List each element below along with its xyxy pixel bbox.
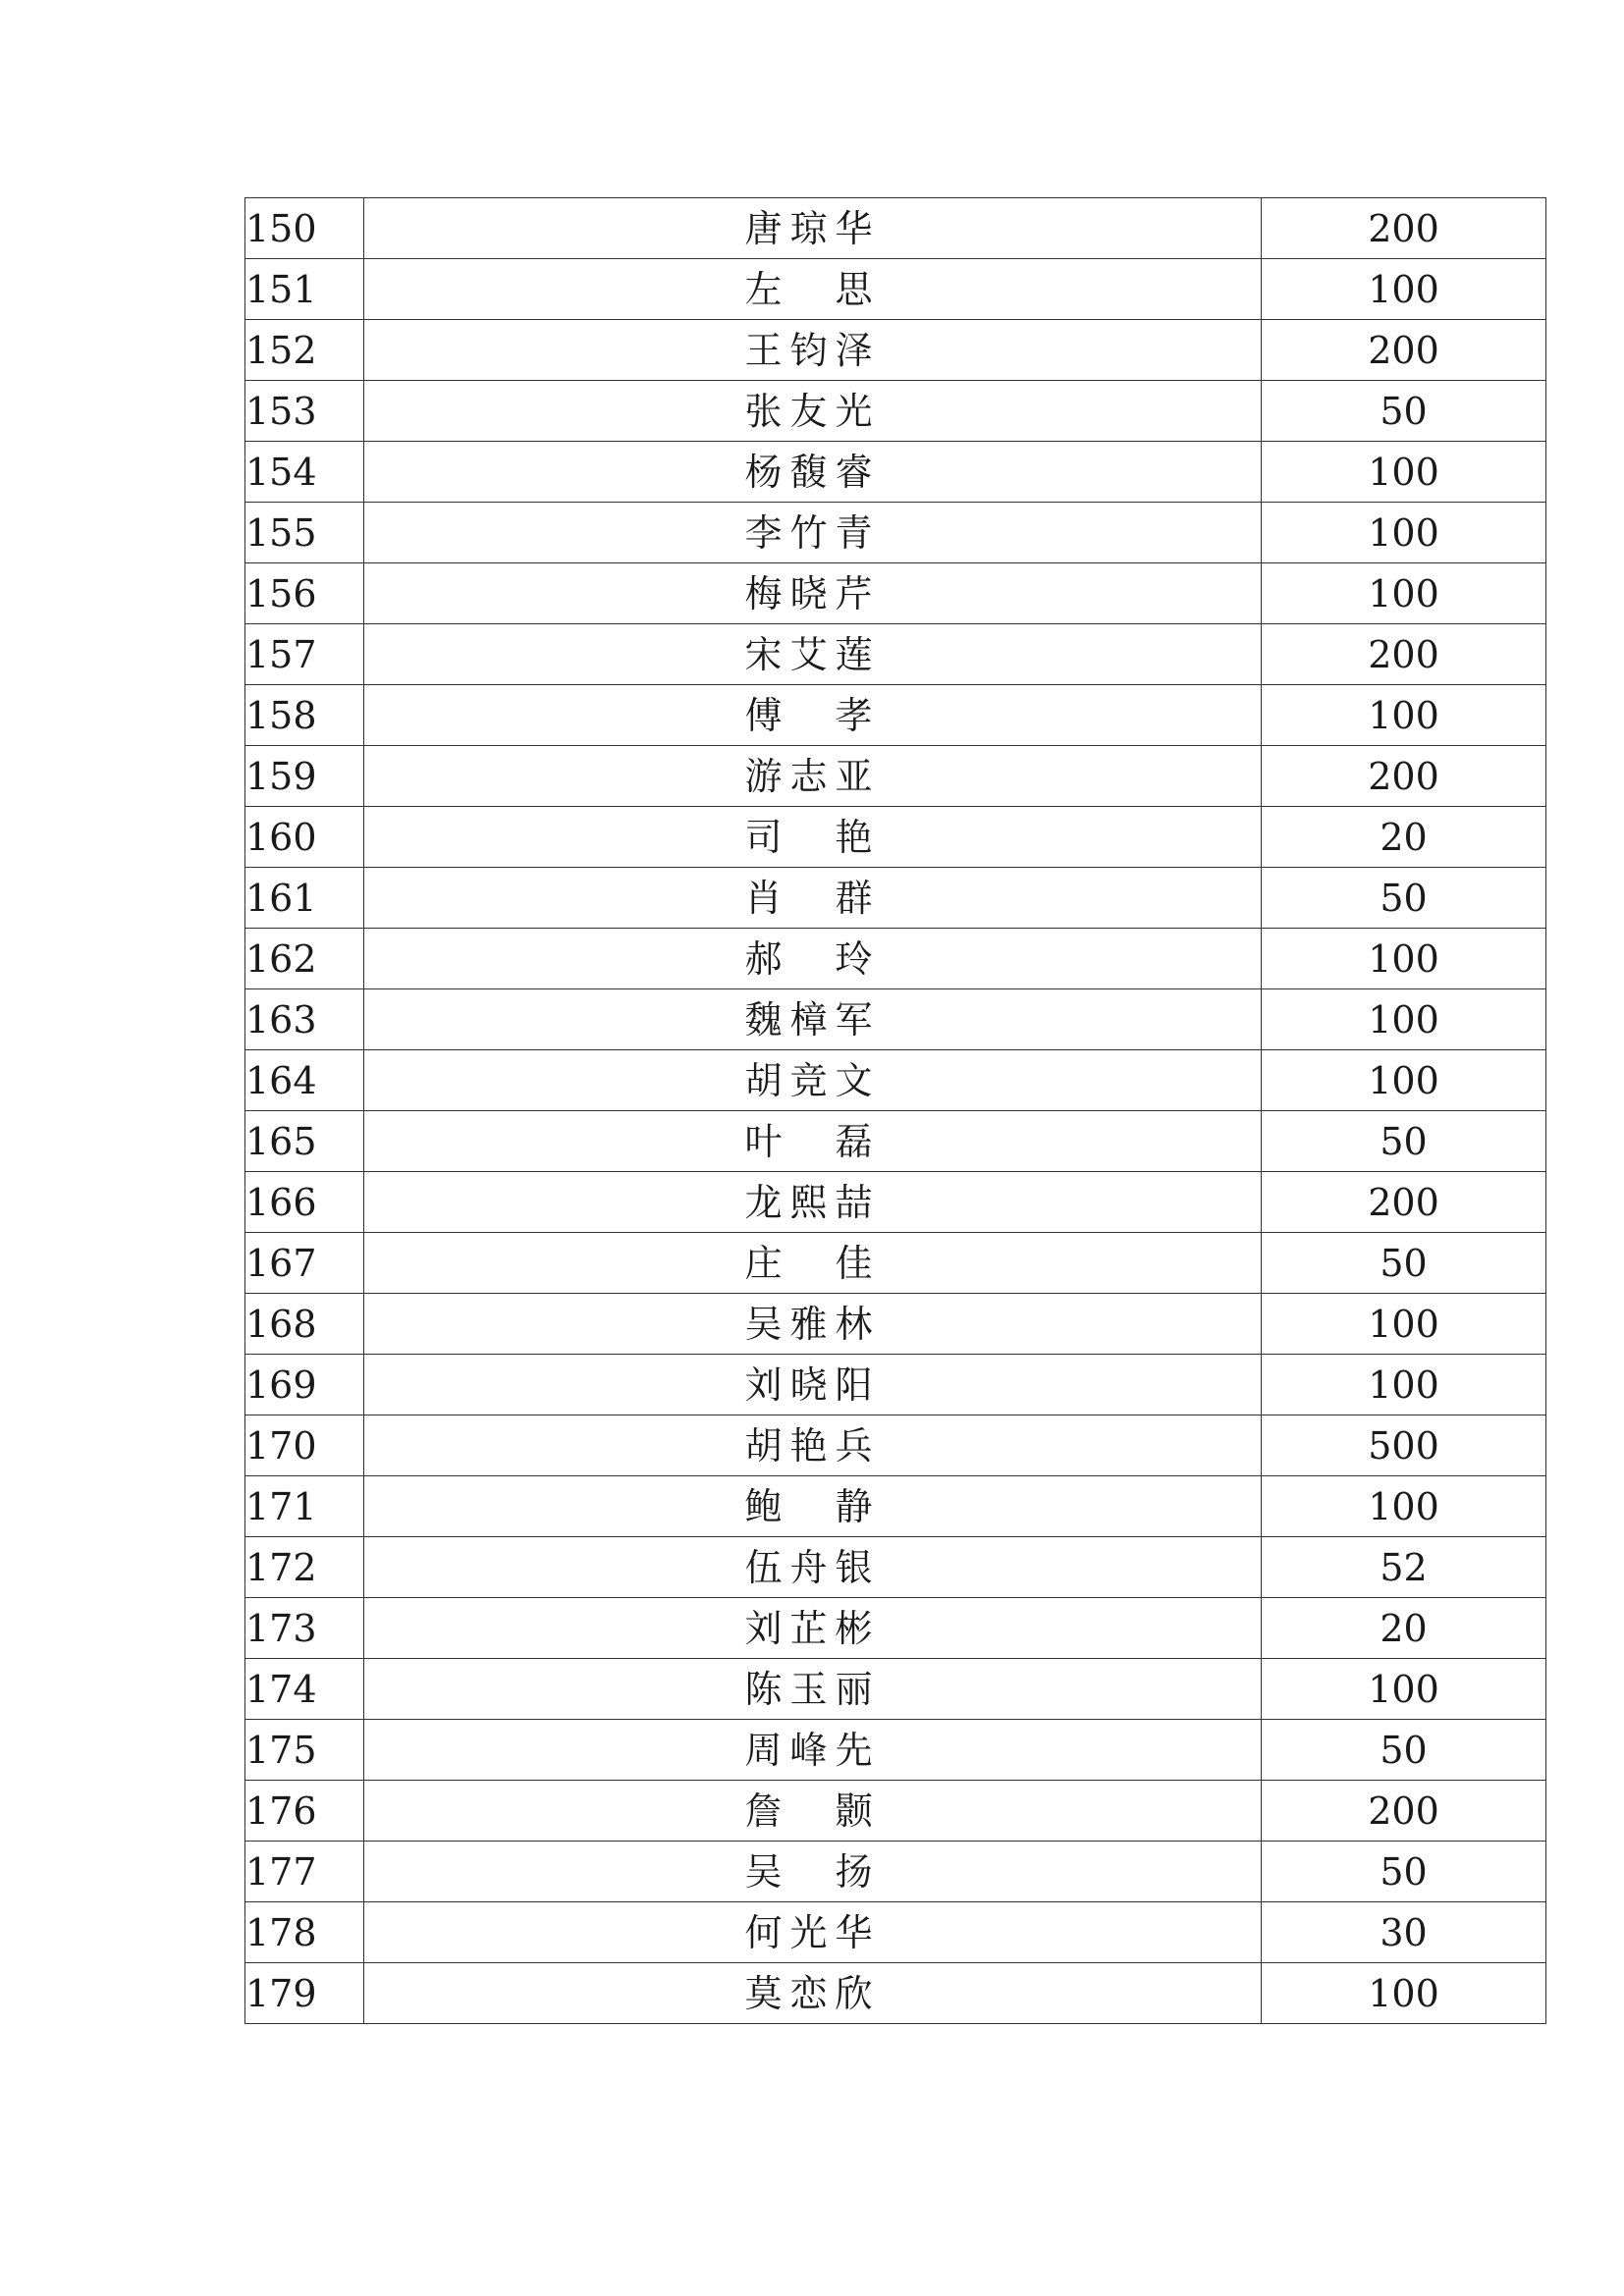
table-row	[245, 1111, 1546, 1172]
row-number-cell: 156	[245, 563, 364, 624]
table-row	[245, 198, 1546, 259]
name-cell: 吴 扬	[364, 1842, 1262, 1902]
row-number-cell: 152	[245, 320, 364, 381]
amount-cell: 100	[1262, 1355, 1546, 1415]
name-cell: 周峰先	[364, 1720, 1262, 1781]
table-row	[245, 807, 1546, 868]
table-row	[245, 989, 1546, 1050]
name-cell: 肖 群	[364, 868, 1262, 929]
row-number-cell: 160	[245, 807, 364, 868]
amount-cell: 30	[1262, 1902, 1546, 1963]
name-cell: 杨馥睿	[364, 442, 1262, 503]
name-cell: 魏樟军	[364, 989, 1262, 1050]
row-number-cell: 178	[245, 1902, 364, 1963]
amount-cell: 100	[1262, 1659, 1546, 1720]
name-cell: 郝 玲	[364, 929, 1262, 989]
row-number-cell: 165	[245, 1111, 364, 1172]
donation-table-body	[245, 198, 1546, 2024]
name-cell: 梅晓芹	[364, 563, 1262, 624]
name-cell: 胡艳兵	[364, 1415, 1262, 1476]
amount-cell: 200	[1262, 624, 1546, 685]
table-row	[245, 1963, 1546, 2024]
name-cell: 司 艳	[364, 807, 1262, 868]
row-number-cell: 161	[245, 868, 364, 929]
name-cell: 游志亚	[364, 746, 1262, 807]
amount-cell: 500	[1262, 1415, 1546, 1476]
table-row	[245, 259, 1546, 320]
name-cell: 刘晓阳	[364, 1355, 1262, 1415]
row-number-cell: 174	[245, 1659, 364, 1720]
table-row	[245, 1233, 1546, 1294]
table-row	[245, 1598, 1546, 1659]
row-number-cell: 172	[245, 1537, 364, 1598]
name-cell: 庄 佳	[364, 1233, 1262, 1294]
table-row	[245, 1415, 1546, 1476]
table-row	[245, 442, 1546, 503]
row-number-cell: 170	[245, 1415, 364, 1476]
table-row	[245, 1476, 1546, 1537]
table-row	[245, 1050, 1546, 1111]
row-number-cell: 168	[245, 1294, 364, 1355]
name-cell: 龙熙喆	[364, 1172, 1262, 1233]
name-cell: 刘芷彬	[364, 1598, 1262, 1659]
row-number-cell: 150	[245, 198, 364, 259]
name-cell: 胡竞文	[364, 1050, 1262, 1111]
name-cell: 李竹青	[364, 503, 1262, 563]
table-row	[245, 1172, 1546, 1233]
name-cell: 张友光	[364, 381, 1262, 442]
table-row	[245, 685, 1546, 746]
row-number-cell: 164	[245, 1050, 364, 1111]
table-row	[245, 868, 1546, 929]
amount-cell: 200	[1262, 746, 1546, 807]
amount-cell: 20	[1262, 1598, 1546, 1659]
row-number-cell: 169	[245, 1355, 364, 1415]
row-number-cell: 162	[245, 929, 364, 989]
amount-cell: 100	[1262, 989, 1546, 1050]
amount-cell: 100	[1262, 442, 1546, 503]
name-cell: 左 思	[364, 259, 1262, 320]
row-number-cell: 176	[245, 1781, 364, 1842]
amount-cell: 100	[1262, 929, 1546, 989]
table-row	[245, 381, 1546, 442]
amount-cell: 100	[1262, 1050, 1546, 1111]
name-cell: 宋艾莲	[364, 624, 1262, 685]
name-cell: 吴雅林	[364, 1294, 1262, 1355]
row-number-cell: 177	[245, 1842, 364, 1902]
row-number-cell: 159	[245, 746, 364, 807]
table-row	[245, 1781, 1546, 1842]
row-number-cell: 155	[245, 503, 364, 563]
amount-cell: 50	[1262, 1720, 1546, 1781]
table-row	[245, 1294, 1546, 1355]
row-number-cell: 154	[245, 442, 364, 503]
row-number-cell: 157	[245, 624, 364, 685]
table-row	[245, 320, 1546, 381]
amount-cell: 100	[1262, 259, 1546, 320]
row-number-cell: 171	[245, 1476, 364, 1537]
name-cell: 叶 磊	[364, 1111, 1262, 1172]
row-number-cell: 173	[245, 1598, 364, 1659]
row-number-cell: 158	[245, 685, 364, 746]
name-cell: 鲍 静	[364, 1476, 1262, 1537]
amount-cell: 100	[1262, 1963, 1546, 2024]
row-number-cell: 151	[245, 259, 364, 320]
name-cell: 陈玉丽	[364, 1659, 1262, 1720]
donation-table	[244, 197, 1546, 2024]
amount-cell: 200	[1262, 1781, 1546, 1842]
table-row	[245, 1537, 1546, 1598]
amount-cell: 50	[1262, 1842, 1546, 1902]
table-row	[245, 503, 1546, 563]
row-number-cell: 153	[245, 381, 364, 442]
amount-cell: 20	[1262, 807, 1546, 868]
amount-cell: 200	[1262, 198, 1546, 259]
row-number-cell: 179	[245, 1963, 364, 2024]
amount-cell: 50	[1262, 381, 1546, 442]
row-number-cell: 166	[245, 1172, 364, 1233]
amount-cell: 100	[1262, 1476, 1546, 1537]
row-number-cell: 167	[245, 1233, 364, 1294]
name-cell: 傅 孝	[364, 685, 1262, 746]
amount-cell: 100	[1262, 503, 1546, 563]
amount-cell: 200	[1262, 1172, 1546, 1233]
amount-cell: 100	[1262, 1294, 1546, 1355]
amount-cell: 52	[1262, 1537, 1546, 1598]
table-row	[245, 563, 1546, 624]
amount-cell: 100	[1262, 563, 1546, 624]
table-row	[245, 1842, 1546, 1902]
table-row	[245, 624, 1546, 685]
name-cell: 王钧泽	[364, 320, 1262, 381]
table-row	[245, 1659, 1546, 1720]
row-number-cell: 175	[245, 1720, 364, 1781]
amount-cell: 50	[1262, 868, 1546, 929]
table-row	[245, 929, 1546, 989]
name-cell: 詹 颢	[364, 1781, 1262, 1842]
amount-cell: 100	[1262, 685, 1546, 746]
name-cell: 何光华	[364, 1902, 1262, 1963]
table-row	[245, 746, 1546, 807]
table-row	[245, 1355, 1546, 1415]
amount-cell: 50	[1262, 1111, 1546, 1172]
name-cell: 莫恋欣	[364, 1963, 1262, 2024]
table-row	[245, 1902, 1546, 1963]
table-row	[245, 1720, 1546, 1781]
name-cell: 唐琼华	[364, 198, 1262, 259]
name-cell: 伍舟银	[364, 1537, 1262, 1598]
amount-cell: 50	[1262, 1233, 1546, 1294]
row-number-cell: 163	[245, 989, 364, 1050]
amount-cell: 200	[1262, 320, 1546, 381]
